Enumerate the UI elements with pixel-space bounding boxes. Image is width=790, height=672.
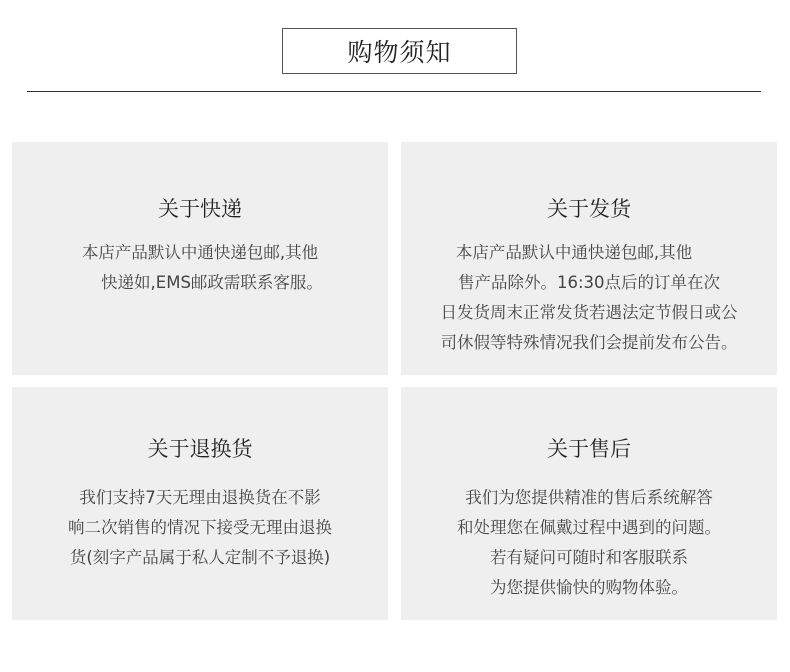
- card-line: 我们支持7天无理由退换货在不影: [79, 488, 321, 507]
- card-line: 为您提供愉快的购物体验。: [490, 578, 688, 597]
- card-title-express: 关于快递: [158, 197, 242, 221]
- title-divider: [27, 91, 761, 92]
- card-line: 若有疑问可随时和客服联系: [490, 548, 688, 567]
- card-title-shipping: 关于发货: [547, 197, 631, 221]
- card-body-shipping: [401, 238, 777, 358]
- card-line: 售产品除外。16:30点后的订单在次: [457, 273, 721, 292]
- card-express: [12, 142, 388, 375]
- card-body-express: [12, 238, 388, 298]
- page-title: [282, 28, 517, 74]
- card-line: 货(刻字产品属于私人定制不予退换): [69, 548, 331, 567]
- card-line: 和处理您在佩戴过程中遇到的问题。: [457, 518, 721, 537]
- card-line: 我们为您提供精准的售后系统解答: [465, 488, 713, 507]
- card-title-returns: 关于退换货: [147, 437, 253, 461]
- card-title-aftersales: 关于售后: [547, 437, 631, 461]
- card-line: 司休假等特殊情况我们会提前发布公告。: [440, 333, 738, 352]
- card-line: 本店产品默认中通快递包邮,其他: [455, 243, 693, 262]
- card-line: 响二次销售的情况下接受无理由退换: [68, 518, 332, 537]
- page-title-text: 购物须知: [347, 38, 452, 67]
- card-shipping: [401, 142, 777, 375]
- card-line: 本店产品默认中通快递包邮,其他: [81, 243, 319, 262]
- card-line: 快递如,EMS邮政需联系客服。: [101, 273, 323, 292]
- card-aftersales: [401, 387, 777, 620]
- card-body-aftersales: [401, 483, 777, 603]
- card-returns: [12, 387, 388, 620]
- card-body-returns: [12, 483, 388, 573]
- card-line: 日发货周末正常发货若遇法定节假日或公: [440, 303, 738, 322]
